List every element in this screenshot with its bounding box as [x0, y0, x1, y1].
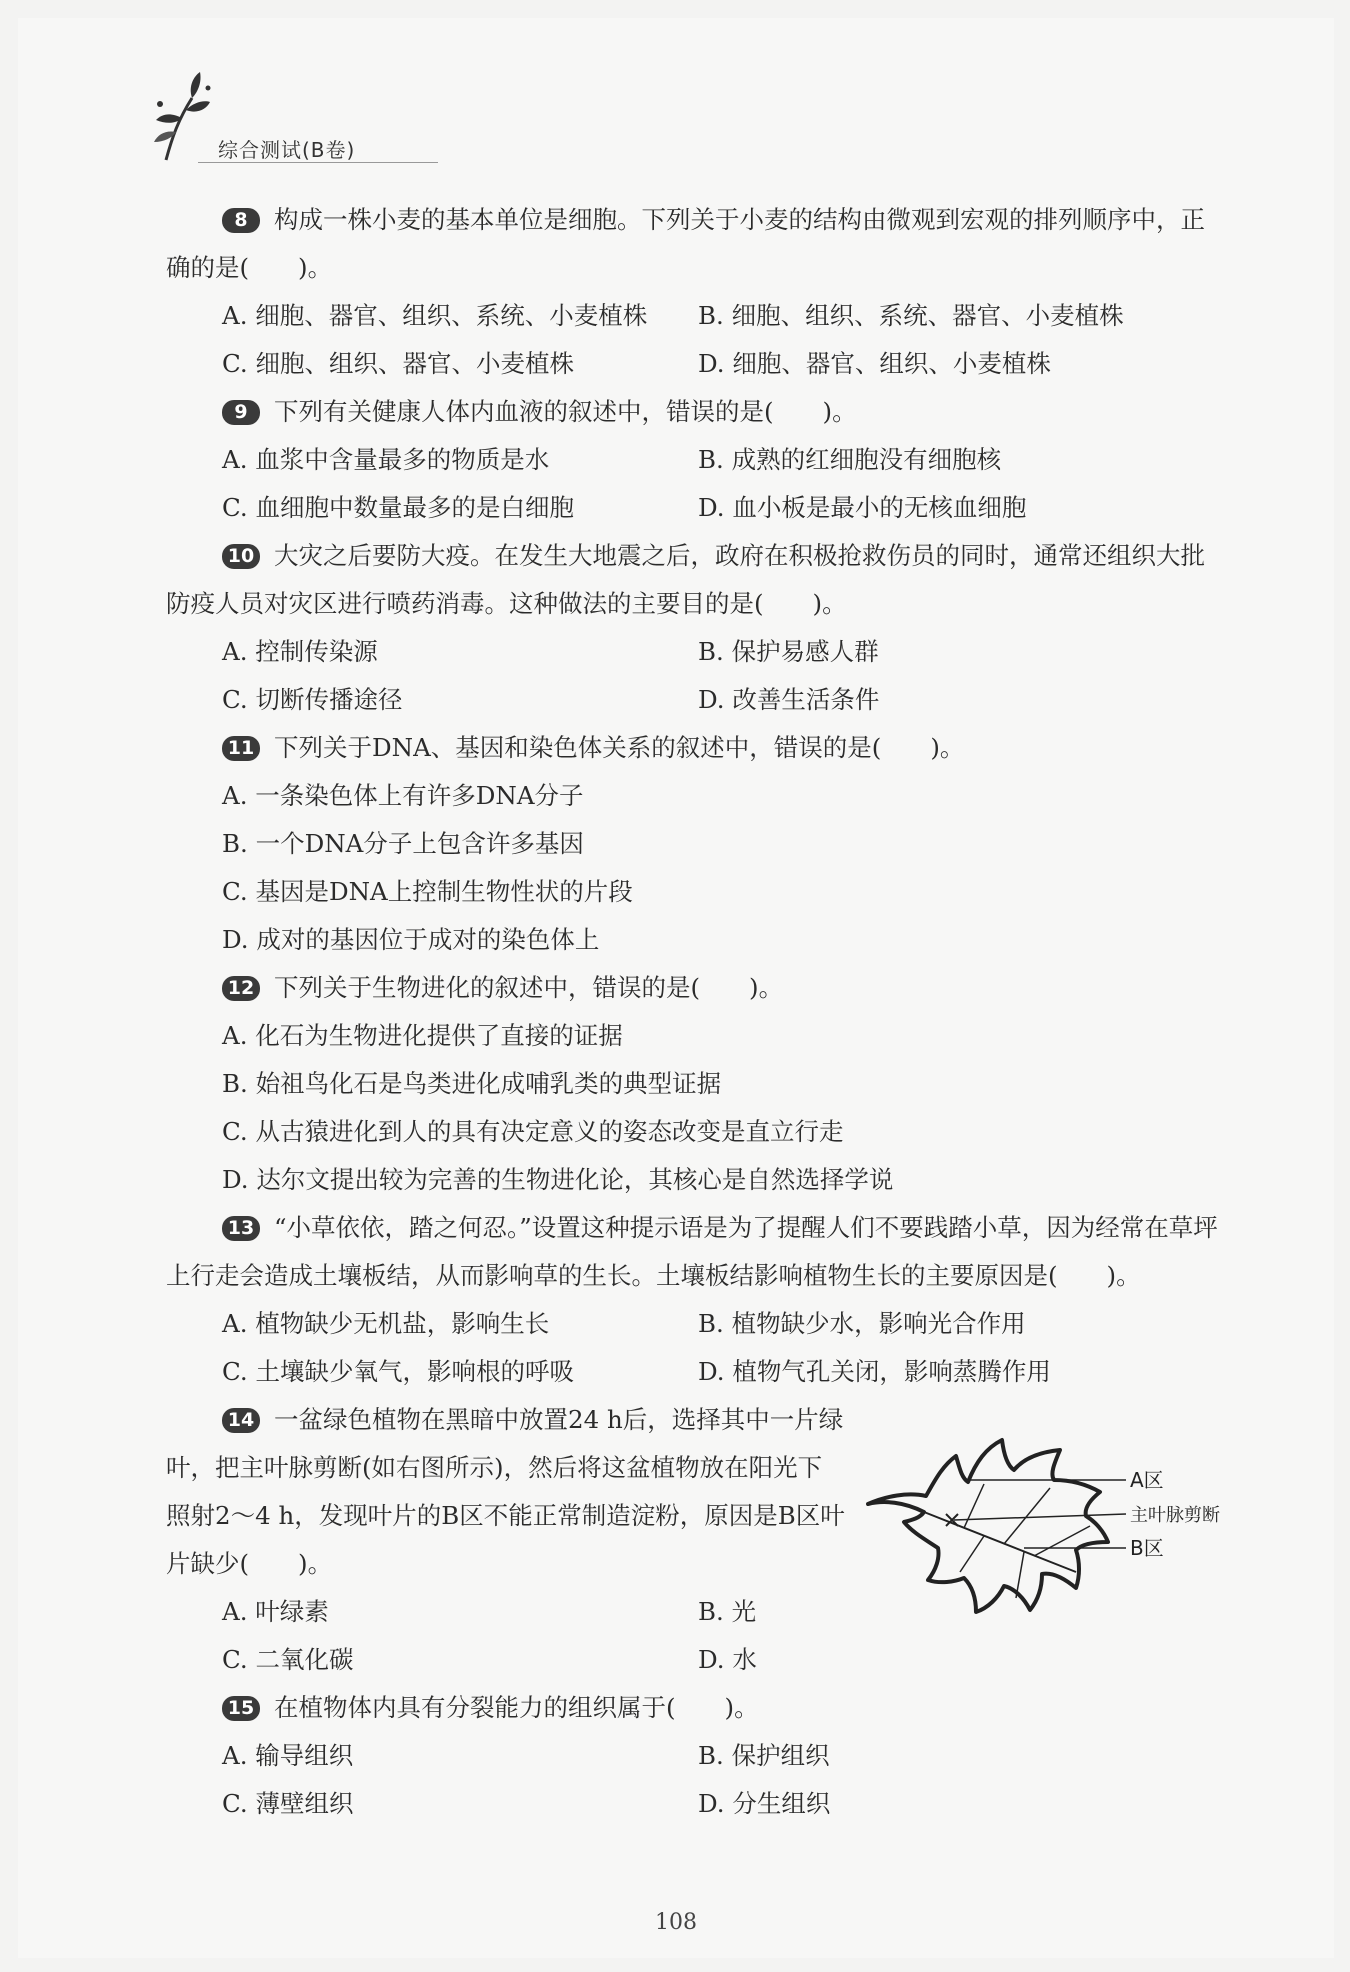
option-a: A. 一条染色体上有许多DNA分子: [222, 781, 584, 810]
question-stem: 大灾之后要防大疫。在发生大地震之后，政府在积极抢救伤员的同时，通常还组织大批防疫人员对灾区进行喷药消毒。这种做法的主要目的是( )。: [166, 541, 1205, 618]
question-number: 11: [222, 736, 260, 761]
question-number: 12: [222, 976, 260, 1001]
options: [166, 1300, 1226, 1396]
question-number: 9: [222, 400, 260, 425]
option-c: C. 土壤缺少氧气，影响根的呼吸: [222, 1357, 574, 1386]
option-d: D. 水: [698, 1645, 757, 1674]
options: [166, 628, 1226, 724]
option-b: B. 一个DNA分子上包含许多基因: [222, 829, 584, 858]
option-d: D. 改善生活条件: [698, 685, 880, 714]
main-vein: [924, 1512, 1076, 1572]
options: [166, 436, 1226, 532]
label-a: A区: [1130, 1468, 1164, 1492]
options: [166, 1732, 1226, 1828]
option-d: D. 血小板是最小的无核血细胞: [698, 493, 1027, 522]
header-title: 综合测试(B卷): [218, 138, 356, 162]
option-d: D. 达尔文提出较为完善的生物进化论，其核心是自然选择学说: [222, 1165, 894, 1194]
question-9: [166, 388, 1226, 532]
option-a: A. 血浆中含量最多的物质是水: [222, 445, 550, 474]
question-number: 15: [222, 1696, 260, 1721]
option-b: B. 光: [698, 1597, 757, 1626]
option-a: A. 叶绿素: [222, 1597, 329, 1626]
option-c: C. 基因是DNA上控制生物性状的片段: [222, 877, 633, 906]
leaf-outline: [868, 1440, 1108, 1612]
question-12: [166, 964, 1226, 1204]
option-b: B. 始祖鸟化石是鸟类进化成哺乳类的典型证据: [222, 1069, 722, 1098]
option-b: B. 保护易感人群: [698, 637, 879, 666]
options: [166, 772, 1226, 964]
option-b: B. 细胞、组织、系统、器官、小麦植株: [698, 301, 1124, 330]
option-c: C. 二氧化碳: [222, 1645, 354, 1674]
option-b: B. 保护组织: [698, 1741, 830, 1770]
question-stem: 下列关于DNA、基因和染色体关系的叙述中，错误的是( )。: [274, 733, 965, 762]
option-d: D. 植物气孔关闭，影响蒸腾作用: [698, 1357, 1051, 1386]
page-number: 108: [655, 1910, 697, 1935]
option-a: A. 化石为生物进化提供了直接的证据: [222, 1021, 623, 1050]
question-15: [166, 1684, 1226, 1828]
question-stem: 下列关于生物进化的叙述中，错误的是( )。: [274, 973, 784, 1002]
option-b: B. 成熟的红细胞没有细胞核: [698, 445, 1002, 474]
question-10: [166, 532, 1226, 724]
plant-logo-icon: [148, 68, 218, 168]
question-number: 14: [222, 1408, 260, 1433]
option-a: A. 控制传染源: [222, 637, 378, 666]
question-number: 8: [222, 208, 260, 233]
question-stem: “小草依依，踏之何忍。”设置这种提示语是为了提醒人们不要践踏小草，因为经常在草坪上行走会造成土壤板结，从而影响草的生长。土壤板结影响植物生长的主要原因是( )。: [166, 1213, 1218, 1290]
option-c: C. 薄壁组织: [222, 1789, 354, 1818]
question-stem: 一盆绿色植物在黑暗中放置24 h后，选择其中一片绿叶，把主叶脉剪断(如右图所示)，然后将这盆植物放在阳光下照射2～4 h，发现叶片的B区不能正常制造淀粉，原因是B区叶片缺少( )。: [166, 1405, 845, 1578]
question-list: [166, 196, 1226, 1828]
options: [166, 292, 1226, 388]
question-stem: 在植物体内具有分裂能力的组织属于( )。: [274, 1693, 759, 1722]
option-a: A. 输导组织: [222, 1741, 354, 1770]
question-14: [166, 1396, 1226, 1684]
question-stem: 构成一株小麦的基本单位是细胞。下列关于小麦的结构由微观到宏观的排列顺序中，正确的是( )。: [166, 205, 1205, 282]
question-number: 10: [222, 544, 260, 569]
option-c: C. 细胞、组织、器官、小麦植株: [222, 349, 574, 378]
option-c: C. 从古猿进化到人的具有决定意义的姿态改变是直立行走: [222, 1117, 844, 1146]
leaf-figure: [864, 1422, 1224, 1622]
option-d: D. 分生组织: [698, 1789, 831, 1818]
question-11: [166, 724, 1226, 964]
page: [18, 18, 1334, 1958]
option-c: C. 切断传播途径: [222, 685, 403, 714]
label-b: B区: [1130, 1536, 1164, 1560]
option-c: C. 血细胞中数量最多的是白细胞: [222, 493, 574, 522]
option-b: B. 植物缺少水，影响光合作用: [698, 1309, 1026, 1338]
question-stem: 下列有关健康人体内血液的叙述中，错误的是( )。: [274, 397, 857, 426]
question-13: [166, 1204, 1226, 1396]
option-d: D. 成对的基因位于成对的染色体上: [222, 925, 600, 954]
page-header: [148, 68, 448, 168]
option-a: A. 细胞、器官、组织、系统、小麦植株: [222, 301, 648, 330]
question-8: [166, 196, 1226, 388]
question-number: 13: [222, 1216, 260, 1241]
header-rule: [198, 162, 438, 163]
option-d: D. 细胞、器官、组织、小麦植株: [698, 349, 1051, 378]
option-a: A. 植物缺少无机盐，影响生长: [222, 1309, 550, 1338]
options: [166, 1012, 1226, 1204]
label-main-vein-cut: 主叶脉剪断: [1130, 1505, 1220, 1526]
